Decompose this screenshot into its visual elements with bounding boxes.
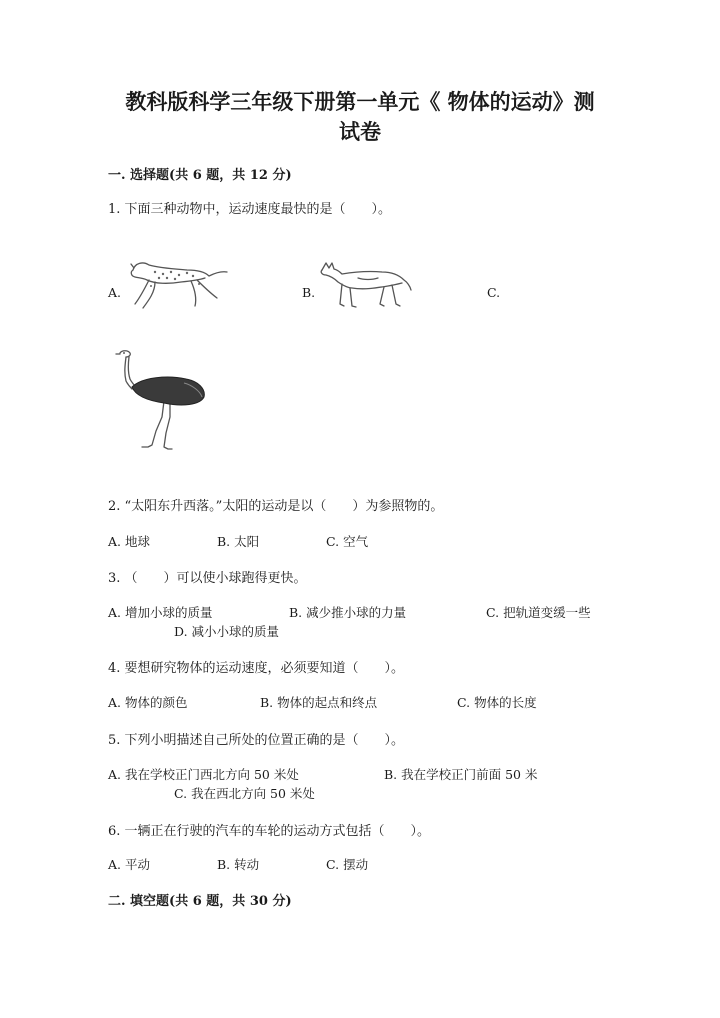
- question-1-option-a: A.: [108, 285, 122, 300]
- question-1-option-b: B.: [302, 285, 316, 300]
- wolf-icon: [318, 260, 413, 310]
- page-title: 教科版科学三年级下册第一单元《 物体的运动》测: [125, 89, 595, 114]
- question-3-option-a: A. 增加小球的质量: [108, 605, 213, 620]
- question-4-option-c: C. 物体的长度: [457, 695, 537, 710]
- question-3-stem: 3. （ ）可以使小球跑得更快。: [108, 571, 307, 586]
- question-1-stem: 1. 下面三种动物中，运动速度最快的是（ ）。: [108, 202, 392, 217]
- question-2-option-a: A. 地球: [108, 534, 150, 549]
- question-5-option-a: A. 我在学校正门西北方向 50 米处: [108, 767, 299, 782]
- question-6-option-a: A. 平动: [108, 857, 150, 872]
- question-1-option-c: C.: [487, 285, 501, 300]
- question-3-option-d: D. 减小小球的质量: [174, 624, 280, 639]
- question-5-option-b: B. 我在学校正门前面 50 米: [384, 767, 538, 782]
- question-4-option-a: A. 物体的颜色: [108, 695, 188, 710]
- question-3-option-c: C. 把轨道变缓一些: [486, 605, 591, 620]
- section-heading-fill-in: 二. 填空题(共 6 题，共 30 分): [108, 894, 292, 909]
- question-6-option-c: C. 摆动: [326, 857, 369, 872]
- question-6-stem: 6. 一辆正在行驶的汽车的车轮的运动方式包括（ ）。: [108, 824, 431, 839]
- question-2-stem: 2. “太阳东升西落。”太阳的运动是以（ ）为参照物的。: [108, 499, 444, 514]
- question-6-option-b: B. 转动: [217, 857, 260, 872]
- question-5-option-c: C. 我在西北方向 50 米处: [174, 786, 315, 801]
- cheetah-icon: [125, 256, 230, 311]
- question-3-option-b: B. 减少推小球的力量: [289, 605, 407, 620]
- section-heading-choice: 一. 选择题(共 6 题，共 12 分): [108, 168, 292, 183]
- page-title-continued: 试卷: [339, 119, 381, 144]
- question-4-stem: 4. 要想研究物体的运动速度，必须要知道（ ）。: [108, 661, 405, 676]
- question-2-option-c: C. 空气: [326, 534, 369, 549]
- question-5-stem: 5. 下列小明描述自己所处的位置正确的是（ ）。: [108, 733, 405, 748]
- question-4-option-b: B. 物体的起点和终点: [260, 695, 378, 710]
- ostrich-icon: [112, 347, 210, 457]
- question-2-option-b: B. 太阳: [217, 534, 260, 549]
